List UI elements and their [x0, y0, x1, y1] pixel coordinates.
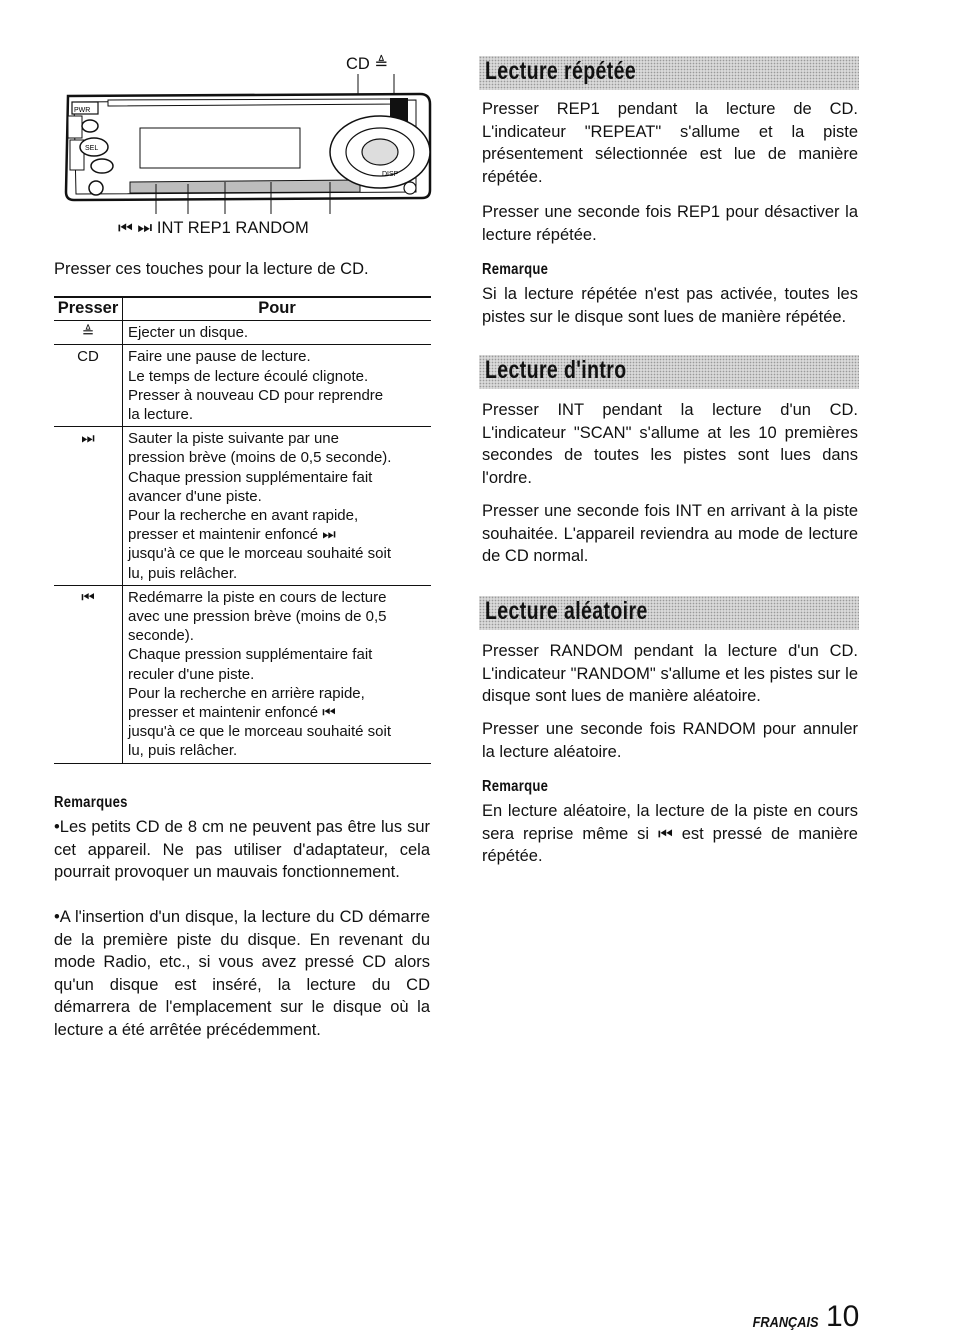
row-line: Ejecter un disque.: [128, 324, 249, 342]
intro-text: Presser ces touches pour la lecture de CD.: [54, 260, 369, 278]
row-line: Presser à nouveau CD pour reprendre: [128, 386, 384, 404]
table-row: [54, 585, 431, 763]
page-number: 10: [826, 1300, 860, 1333]
figure-button-labels: ⏮ ⏭ INT REP1 RANDOM: [118, 219, 309, 237]
table-row: [54, 427, 431, 586]
row-line: Pour la recherche en avant rapide,: [128, 507, 359, 525]
section-paragraph: Presser une seconde fois RANDOM pour annuler la lecture aléatoire.: [482, 720, 858, 761]
row-line: reculer d'une piste.: [128, 665, 255, 683]
section-paragraph: Presser RANDOM pendant la lecture d'un CD. L'indicateur "RANDOM" s'allume et les pistes sur le disque sont lues de manière aléatoire.: [482, 642, 858, 705]
cd-key: CD: [54, 345, 123, 427]
row-line: Chaque pression supplémentaire fait: [128, 646, 373, 664]
sel-button-label: SEL: [85, 145, 99, 152]
section-paragraph: Presser une seconde fois REP1 pour désactiver la lecture répétée.: [482, 203, 858, 244]
note-heading: Remarque: [482, 261, 549, 278]
remarque-item: •A l'insertion d'un disque, la lecture du CD démarre de la première piste du disque. En revenant du mode Radio, etc., si vous avez pressé CD alors qu'un disque est inséré, la lecture du CD démarrera de l'emplacement sur le disque où la lecture a été arrêtée précédemment.: [54, 908, 430, 1039]
table-header-presser: Presser: [54, 297, 123, 321]
section-title: Lecture répétée: [485, 57, 637, 85]
section-title: Lecture aléatoire: [485, 597, 648, 625]
section-paragraph: Presser REP1 pendant la lecture de CD. L'indicateur "REPEAT" s'allume et la piste présentement sélectionnée est lue de manière répétée.: [482, 100, 858, 186]
next-track-key: ⏭: [54, 427, 123, 586]
eject-key: ≜: [54, 321, 123, 345]
footer-language: FRANÇAIS: [752, 1314, 818, 1331]
table-row: [54, 345, 431, 427]
row-line: Sauter la piste suivante par une: [128, 430, 339, 448]
section-paragraph: Presser INT pendant la lecture d'un CD. L'indicateur "SCAN" s'allume at les 10 premières secondes de toutes les pistes sont lues dans l'ordre.: [482, 401, 858, 487]
section-paragraph: Presser une seconde fois INT en arrivant à la piste souhaitée. L'appareil reviendra au mode de lecture de CD normal.: [482, 502, 858, 565]
row-line: Faire une pause de lecture.: [128, 348, 311, 366]
previous-track-key: ⏮: [54, 585, 123, 763]
row-line: seconde).: [128, 627, 194, 645]
row-line: lu, puis relâcher.: [128, 742, 238, 760]
note-heading: Remarque: [482, 778, 549, 795]
row-line: jusqu'à ce que le morceau souhaité soit: [128, 723, 392, 741]
row-line: presser et maintenir enfoncé ⏭: [128, 526, 336, 544]
table-row: [54, 321, 431, 345]
row-line: pression brève (moins de 0,5 seconde).: [128, 449, 392, 467]
pwr-button-label: PWR: [74, 107, 91, 114]
section-title: Lecture d'intro: [485, 356, 627, 384]
row-line: la lecture.: [128, 406, 194, 424]
row-line: Le temps de lecture écoulé clignote.: [128, 367, 369, 385]
section-banner-repeat: [479, 56, 859, 90]
button-function-table: [54, 296, 431, 764]
row-line: Redémarre la piste en cours de lecture: [128, 588, 387, 606]
section-banner-intro: [479, 355, 859, 389]
row-line: avancer d'une piste.: [128, 487, 262, 505]
section-note: En lecture aléatoire, la lecture de la piste en cours sera reprise même si ⏮ est pressé de manière répétée.: [482, 802, 858, 865]
remarque-item: •Les petits CD de 8 cm ne peuvent pas être lus sur cet appareil. Ne pas utiliser d'adaptateur, cela pourrait provoquer un mauvais fonctionnement.: [54, 818, 430, 881]
table-header-pour: Pour: [123, 297, 432, 321]
row-line: presser et maintenir enfoncé ⏮: [128, 704, 336, 722]
cd-eject-label: CD ≜: [346, 55, 389, 73]
car-stereo-illustration: [60, 52, 435, 247]
disp-button-label: DISP: [382, 171, 399, 178]
row-line: avec une pression brève (moins de 0,5: [128, 608, 387, 626]
section-banner-random: [479, 596, 859, 630]
remarques-heading: Remarques: [54, 794, 128, 811]
row-line: Chaque pression supplémentaire fait: [128, 468, 373, 486]
row-line: lu, puis relâcher.: [128, 564, 238, 582]
row-line: Pour la recherche en arrière rapide,: [128, 684, 365, 702]
row-line: jusqu'à ce que le morceau souhaité soit: [128, 545, 392, 563]
section-note: Si la lecture répétée n'est pas activée, toutes les pistes sur le disque sont lues de manière répétée.: [482, 285, 858, 326]
